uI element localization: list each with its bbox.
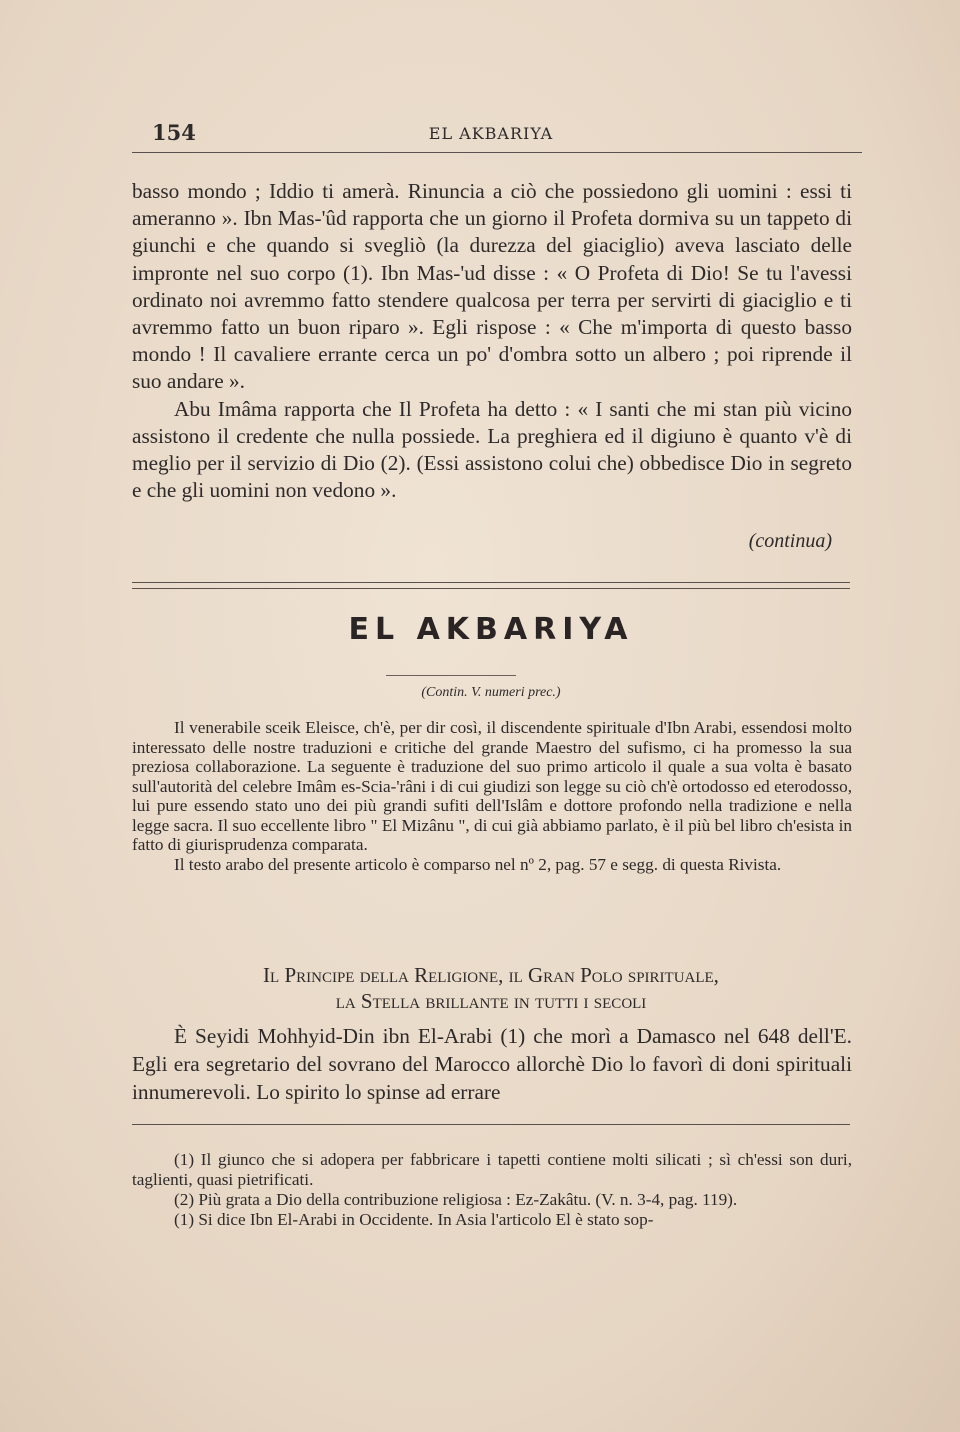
running-header [132,120,850,150]
paragraph: Abu Imâma rapporta che Il Profeta ha detto : « I santi che mi stan più vicino assistono il credente che nulla possiede. La preghiera ed il digiuno è quanto v'è di meglio per il servizio di Dio (2). (Essi assistono colui che) obbedisce Dio in segreto e che gli uomini non vedono ». [132,396,852,503]
article-body [132,1022,852,1106]
continua-note: (continua) [748,530,832,552]
article-intro [132,718,852,874]
section-heading-line: la Stella brillante in tutti i secoli [335,989,647,1013]
footnote: (1) Il giunco che si adopera per fabbricare i tapetti contiene molti silicati ; sì ch'essi son duri, taglienti, quasi pietrificati. [132,1150,852,1189]
page-number: 154 [152,120,196,145]
section-divider [132,588,850,589]
paragraph: basso mondo ; Iddio ti amerà. Rinuncia a ciò che possiedono gli uomini : essi ti ameranno ». Ibn Mas-'ûd rapporta che un giorno il Profeta dormiva su un tappeto di giunchi e che quando si svegliò (la durezza del giaciglio) aveva lasciato delle impronte nel suo corpo (1). Ibn Mas-'ud disse : « O Profeta di Dio! Se tu l'avessi ordinato noi avremmo fatto stendere qualcosa per terra per servirti di giaciglio e ti avremmo fatto un buon riparo ». Egli rispose : « Che m'importa di questo basso mondo ! Il cavaliere errante cerca un po' d'ombra sotto un albero ; poi riprende il suo andare ». [132,179,852,394]
footnote: (2) Più grata a Dio della contribuzione religiosa : Ez-Zakâtu. (V. n. 3-4, pag. 119). [174,1190,738,1209]
section-heading-line: Il Principe della Religione, il Gran Polo spirituale, [263,963,719,987]
footnote-rule [132,1124,850,1125]
continuation-note: (Contin. V. numeri prec.) [421,685,561,700]
title-rule [386,675,516,676]
header-rule [132,152,862,153]
continued-text [132,178,852,504]
article-title: EL AKBARIYA [348,612,634,647]
section-heading [132,962,850,1014]
paragraph: Il testo arabo del presente articolo è comparso nel nº 2, pag. 57 e segg. di questa Rivista. [174,854,782,874]
paragraph: Il venerabile sceik Eleisce, ch'è, per dir così, il discendente spirituale d'Ibn Arabi, essendosi molto interessato delle nostre traduzioni e critiche del grande Maestro del sufismo, ci ha promesso la sua preziosa collaborazione. La seguente è traduzione del suo primo articolo il quale a sua volta è basato sull'autorità del celebre Imâm es-Scia-'râni i di cui giudizi son legge su ciò ch'è ortodosso ed eterodosso, lui pure essendo stato uno dei più grandi sufiti dell'Islâm e dottore profondo nella tradizione e nella legge sacra. Il suo eccellente libro " El Mizânu ", di cui già abbiamo parlato, è il più bel libro ch'esista in fatto di giurisprudenza comparata. [132,718,852,854]
footnotes [132,1150,852,1230]
running-title: EL AKBARIYA [428,124,554,143]
paragraph: È Seyidi Mohhyid-Din ibn El-Arabi (1) che morì a Damasco nel 648 dell'E. Egli era segretario del sovrano del Marocco allorchè Dio lo favorì di doni spirituali innumerevoli. Lo spirito lo spinse ad errare [132,1024,852,1104]
section-divider [132,582,850,583]
footnote: (1) Si dice Ibn El-Arabi in Occidente. In Asia l'articolo El è stato sop- [174,1210,654,1229]
